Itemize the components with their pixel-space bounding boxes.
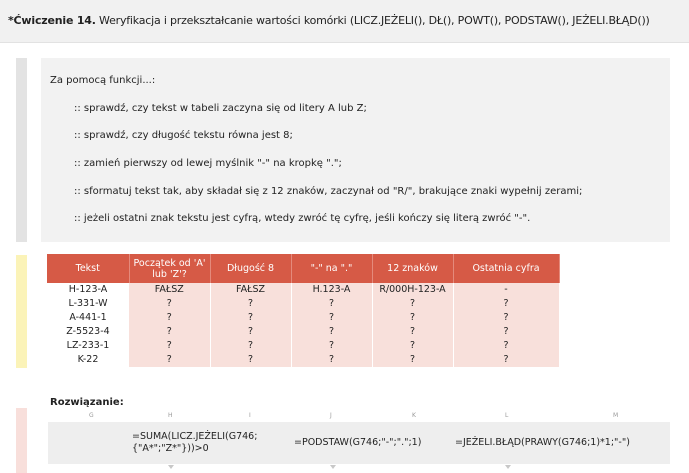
solution-label: Rozwiązanie: — [50, 397, 124, 408]
value-cell: ? — [372, 311, 453, 325]
value-cell: ? — [291, 325, 372, 339]
text-cell: K-22 — [47, 353, 129, 367]
formula-starts-with — [132, 431, 257, 455]
value-cell: ? — [372, 353, 453, 367]
exercise-title-text: Weryfikacja i przekształcanie wartości komórki (LICZ.JEŻELI(), DŁ(), POWT(), PODSTAW(), JEŻELI.BŁĄD()) — [99, 14, 650, 27]
caret-down-icon — [505, 465, 511, 469]
column-letter-m: M — [613, 412, 619, 419]
column-header-text: Tekst — [47, 254, 129, 283]
table-row — [47, 297, 559, 311]
task-intro: Za pomocą funkcji...: — [50, 75, 156, 86]
value-cell: ? — [129, 353, 210, 367]
value-cell: ? — [291, 311, 372, 325]
task-item-2: :: sprawdź, czy długość tekstu równa jest 8; — [74, 130, 293, 141]
column-header-12-chars: 12 znaków — [372, 254, 453, 283]
value-cell: ? — [372, 297, 453, 311]
data-table — [47, 254, 560, 367]
value-cell: ? — [291, 353, 372, 367]
value-cell: ? — [210, 353, 291, 367]
formula-starts-with-line-2: {"A*";"Z*"}))>0 — [132, 443, 209, 454]
exercise-number: *Ćwiczenie 14. — [8, 14, 96, 27]
column-letter-g: G — [89, 412, 94, 419]
exercise-header — [0, 0, 689, 43]
column-letter-k: K — [412, 412, 416, 419]
value-cell: ? — [129, 339, 210, 353]
solution-row — [48, 422, 670, 464]
value-cell: R/000H-123-A — [372, 283, 453, 297]
task-item-4: :: sformatuj tekst tak, aby składał się z 12 znaków, zaczynał od "R/", brakujące znaki wypełnij zerami; — [74, 186, 583, 197]
value-cell: ? — [453, 353, 559, 367]
value-cell: ? — [372, 325, 453, 339]
value-cell: ? — [129, 325, 210, 339]
column-letter-j: J — [330, 412, 332, 419]
table-header-row — [47, 254, 559, 283]
text-cell: H-123-A — [47, 283, 129, 297]
text-cell: L-331-W — [47, 297, 129, 311]
formula-starts-with-line-1: =SUMA(LICZ.JEŻELI(G746; — [132, 431, 258, 442]
value-cell: ? — [129, 311, 210, 325]
value-cell: ? — [210, 339, 291, 353]
value-cell: FAŁSZ — [210, 283, 291, 297]
value-cell: FAŁSZ — [129, 283, 210, 297]
task-panel — [41, 58, 670, 242]
column-header-starts-with: Początek od 'A' lub 'Z'? — [129, 254, 210, 283]
value-cell: - — [453, 283, 559, 297]
formula-last-digit: =JEŻELI.BŁĄD(PRAWY(G746;1)*1;"-") — [455, 437, 630, 448]
value-cell: H.123-A — [291, 283, 372, 297]
value-cell: ? — [372, 339, 453, 353]
column-letter-l: L — [505, 412, 509, 419]
task-item-5: :: jeżeli ostatni znak tekstu jest cyfrą, wtedy zwróć tę cyfrę, jeśli kończy się literą zwróć "-". — [74, 213, 531, 224]
solution-stripe — [16, 408, 27, 473]
value-cell: ? — [129, 297, 210, 311]
table-row — [47, 311, 559, 325]
caret-down-icon — [330, 465, 336, 469]
column-header-length: Długość 8 — [210, 254, 291, 283]
column-letter-h: H — [168, 412, 173, 419]
table-row — [47, 283, 559, 297]
table-row — [47, 325, 559, 339]
value-cell: ? — [210, 311, 291, 325]
caret-down-icon — [168, 465, 174, 469]
value-cell: ? — [453, 325, 559, 339]
table-stripe — [16, 255, 27, 368]
column-header-last-digit: Ostatnia cyfra — [453, 254, 559, 283]
value-cell: ? — [210, 325, 291, 339]
formula-replace: =PODSTAW(G746;"-";".";1) — [294, 437, 422, 448]
table-row — [47, 339, 559, 353]
value-cell: ? — [291, 339, 372, 353]
table-row — [47, 353, 559, 367]
text-cell: A-441-1 — [47, 311, 129, 325]
column-header-replace: "-" na "." — [291, 254, 372, 283]
text-cell: LZ-233-1 — [47, 339, 129, 353]
value-cell: ? — [453, 311, 559, 325]
column-letter-i: I — [249, 412, 251, 419]
task-item-1: :: sprawdź, czy tekst w tabeli zaczyna się od litery A lub Z; — [74, 103, 367, 114]
value-cell: ? — [453, 339, 559, 353]
value-cell: ? — [210, 297, 291, 311]
task-stripe — [16, 58, 27, 242]
task-item-3: :: zamień pierwszy od lewej myślnik "-" na kropkę "."; — [74, 158, 342, 169]
text-cell: Z-5523-4 — [47, 325, 129, 339]
value-cell: ? — [453, 297, 559, 311]
value-cell: ? — [291, 297, 372, 311]
exercise-title — [8, 14, 650, 27]
